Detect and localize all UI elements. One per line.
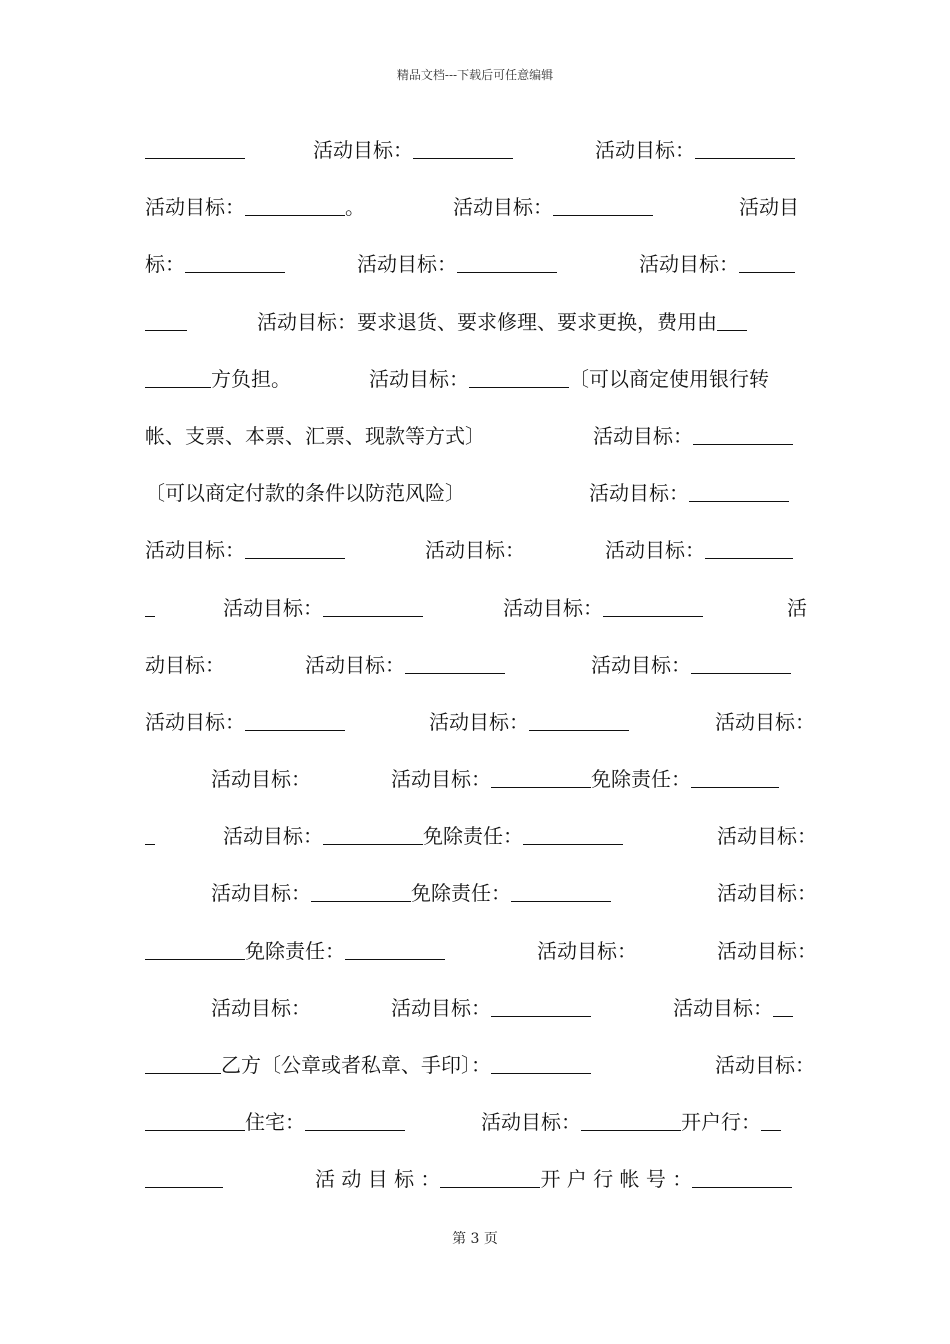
blank-field[interactable] bbox=[491, 994, 591, 1017]
blank-field[interactable] bbox=[245, 536, 345, 559]
form-segment bbox=[673, 992, 793, 1024]
form-line bbox=[145, 706, 815, 763]
field-label: 活动目标： bbox=[305, 652, 405, 677]
field-label: 活动目标： bbox=[369, 366, 469, 391]
form-segment bbox=[211, 763, 311, 795]
form-segment bbox=[305, 649, 505, 681]
blank-field[interactable] bbox=[553, 193, 653, 216]
field-label: 活动目标： bbox=[425, 538, 525, 563]
field-label: 方负担。 bbox=[211, 366, 291, 391]
form-segment bbox=[593, 420, 793, 452]
blank-field[interactable] bbox=[413, 136, 513, 159]
form-segment bbox=[715, 706, 815, 738]
form-line bbox=[145, 935, 815, 992]
form-segment bbox=[145, 592, 155, 624]
blank-field[interactable] bbox=[603, 594, 703, 617]
blank-field[interactable] bbox=[693, 422, 793, 445]
field-label: 免除责任： bbox=[411, 881, 511, 906]
field-label: 。 bbox=[345, 195, 365, 220]
blank-field[interactable] bbox=[581, 1108, 681, 1131]
form-segment bbox=[223, 592, 423, 624]
blank-field[interactable] bbox=[491, 1051, 591, 1074]
field-label: 活 动 目 标 ： bbox=[315, 1167, 441, 1192]
form-segment bbox=[145, 420, 485, 452]
field-label: 动目标： bbox=[145, 652, 225, 677]
blank-field[interactable] bbox=[773, 994, 793, 1017]
page-header: 精品文档---下载后可任意编辑 bbox=[396, 68, 554, 82]
form-segment bbox=[589, 477, 789, 509]
field-label: 活动目标： bbox=[717, 824, 817, 849]
blank-field[interactable] bbox=[689, 479, 789, 502]
form-line bbox=[145, 534, 815, 591]
field-label: 活动目标： bbox=[595, 138, 695, 162]
blank-field[interactable] bbox=[323, 594, 423, 617]
field-label: 活动目标： bbox=[593, 423, 693, 448]
field-label: 免除责任： bbox=[591, 767, 691, 792]
form-segment bbox=[787, 592, 807, 624]
blank-field[interactable] bbox=[491, 765, 591, 788]
blank-field[interactable] bbox=[145, 1165, 223, 1188]
form-segment bbox=[453, 191, 653, 223]
form-segment bbox=[145, 820, 155, 852]
form-segment bbox=[717, 935, 817, 967]
blank-field[interactable] bbox=[717, 308, 747, 331]
field-label: 免除责任： bbox=[245, 938, 345, 963]
form-segment bbox=[425, 534, 525, 566]
form-line bbox=[145, 1163, 815, 1220]
form-segment bbox=[145, 363, 291, 395]
field-label: 活动目标： bbox=[429, 709, 529, 734]
form-segment bbox=[211, 992, 311, 1024]
field-label: 活 bbox=[787, 595, 807, 620]
form-segment bbox=[145, 134, 245, 166]
form-line bbox=[145, 1106, 815, 1163]
field-label: 免除责任： bbox=[423, 824, 523, 849]
page-number: 第 3 页 bbox=[452, 1231, 498, 1247]
form-segment bbox=[145, 477, 465, 509]
blank-field[interactable] bbox=[761, 1108, 781, 1131]
blank-field[interactable] bbox=[511, 879, 611, 902]
blank-field[interactable] bbox=[692, 1165, 792, 1188]
field-label: 活动目标： bbox=[537, 938, 637, 963]
form-line bbox=[145, 248, 815, 305]
blank-field[interactable] bbox=[695, 136, 795, 159]
blank-field[interactable] bbox=[145, 308, 187, 331]
form-line bbox=[145, 877, 815, 934]
blank-field[interactable] bbox=[440, 1165, 540, 1188]
field-label: 活动目标： bbox=[211, 881, 311, 906]
form-line bbox=[145, 477, 815, 534]
form-segment bbox=[315, 1163, 792, 1195]
blank-field[interactable] bbox=[457, 250, 557, 273]
form-segment bbox=[537, 935, 637, 967]
form-segment bbox=[481, 1106, 781, 1138]
form-segment bbox=[145, 935, 445, 967]
form-segment bbox=[145, 1106, 405, 1138]
blank-field[interactable] bbox=[691, 651, 791, 674]
blank-field[interactable] bbox=[145, 937, 245, 960]
form-segment bbox=[145, 306, 187, 338]
form-segment bbox=[223, 820, 623, 852]
field-label: 活动目标： bbox=[145, 538, 245, 563]
field-label: 活动目标： bbox=[481, 1110, 581, 1135]
blank-field[interactable] bbox=[323, 822, 423, 845]
field-label: 标： bbox=[145, 252, 185, 277]
form-segment bbox=[257, 306, 747, 338]
blank-field[interactable] bbox=[145, 136, 245, 159]
field-label: 活动目标： bbox=[453, 195, 553, 220]
form-segment bbox=[145, 248, 285, 280]
blank-field[interactable] bbox=[145, 365, 211, 388]
blank-field[interactable] bbox=[145, 1108, 245, 1131]
blank-field[interactable] bbox=[469, 365, 569, 388]
form-segment bbox=[145, 1163, 223, 1195]
form-segment bbox=[595, 134, 795, 166]
blank-field[interactable] bbox=[705, 536, 793, 559]
field-label: 活动目标： bbox=[589, 481, 689, 506]
form-line bbox=[145, 191, 815, 248]
field-label: 活动目标： bbox=[145, 709, 245, 734]
form-line bbox=[145, 363, 815, 420]
form-segment bbox=[717, 820, 817, 852]
form-segment bbox=[639, 248, 795, 280]
field-label: 〔可以商定付款的条件以防范风险〕 bbox=[145, 481, 465, 506]
form-segment bbox=[391, 763, 779, 795]
blank-field[interactable] bbox=[145, 594, 155, 617]
field-label: 活动目标： bbox=[313, 138, 413, 162]
field-label: 活动目标： bbox=[591, 652, 691, 677]
form-line bbox=[145, 992, 815, 1049]
field-label: 活动目标： bbox=[639, 252, 739, 277]
field-label: 活动目标： bbox=[503, 595, 603, 620]
form-segment bbox=[717, 877, 817, 909]
form-line bbox=[145, 306, 815, 363]
form-segment bbox=[429, 706, 629, 738]
field-label: 活动目标： bbox=[223, 595, 323, 620]
form-line bbox=[145, 420, 815, 477]
field-label: 乙方〔公章或者私章、手印〕： bbox=[221, 1053, 491, 1077]
field-label: 活动目标： bbox=[391, 995, 491, 1020]
blank-field[interactable] bbox=[345, 937, 445, 960]
form-segment bbox=[313, 134, 513, 166]
form-segment bbox=[145, 649, 225, 681]
form-line bbox=[145, 763, 815, 820]
form-segment bbox=[145, 706, 345, 738]
field-label: 活动目标： bbox=[715, 709, 815, 734]
blank-field[interactable] bbox=[145, 1051, 221, 1074]
form-segment bbox=[591, 649, 791, 681]
field-label: 住宅： bbox=[245, 1110, 305, 1135]
field-label: 帐、支票、本票、汇票、现款等方式〕 bbox=[145, 423, 485, 448]
blank-field[interactable] bbox=[405, 651, 505, 674]
field-label: 活动目标： bbox=[605, 538, 705, 563]
field-label: 开户行： bbox=[681, 1110, 761, 1135]
blank-field[interactable] bbox=[523, 822, 623, 845]
field-label: 活动目标： bbox=[715, 1053, 815, 1077]
field-label: 活动目 bbox=[739, 195, 799, 220]
form-line bbox=[145, 820, 815, 877]
field-label: 活动目标： bbox=[673, 995, 773, 1020]
field-label: 活动目标： bbox=[357, 252, 457, 277]
form-segment bbox=[145, 1049, 591, 1081]
form-segment bbox=[715, 1049, 815, 1081]
form-segment bbox=[145, 534, 345, 566]
field-label: 开 户 行 帐 号 ： bbox=[540, 1167, 693, 1192]
field-label: 活动目标： bbox=[717, 881, 817, 906]
blank-field[interactable] bbox=[311, 879, 411, 902]
form-segment bbox=[739, 191, 799, 223]
blank-field[interactable] bbox=[245, 708, 345, 731]
field-label: 活动目标： bbox=[211, 767, 311, 792]
form-line bbox=[145, 592, 815, 649]
form-segment bbox=[211, 877, 611, 909]
field-label: 活动目标：要求退货、要求修理、要求更换，费用由 bbox=[257, 309, 717, 334]
form-segment bbox=[605, 534, 793, 566]
field-label: 活动目标： bbox=[391, 767, 491, 792]
form-line bbox=[145, 134, 815, 191]
blank-field[interactable] bbox=[305, 1108, 405, 1131]
form-line bbox=[145, 649, 815, 706]
form-segment bbox=[503, 592, 703, 624]
blank-field[interactable] bbox=[691, 765, 779, 788]
blank-field[interactable] bbox=[145, 822, 155, 845]
form-segment bbox=[369, 363, 769, 395]
form-segment bbox=[145, 191, 365, 223]
field-label: 活动目标： bbox=[211, 995, 311, 1020]
blank-field[interactable] bbox=[529, 708, 629, 731]
field-label: 活动目标： bbox=[223, 824, 323, 849]
field-label: 活动目标： bbox=[717, 938, 817, 963]
form-line bbox=[145, 1049, 815, 1106]
blank-field[interactable] bbox=[739, 250, 795, 273]
field-label: 活动目标： bbox=[145, 195, 245, 220]
blank-field[interactable] bbox=[245, 193, 345, 216]
blank-field[interactable] bbox=[185, 250, 285, 273]
form-segment bbox=[357, 248, 557, 280]
document-body bbox=[145, 134, 815, 1221]
field-label: 〔可以商定使用银行转 bbox=[569, 366, 769, 391]
form-segment bbox=[391, 992, 591, 1024]
